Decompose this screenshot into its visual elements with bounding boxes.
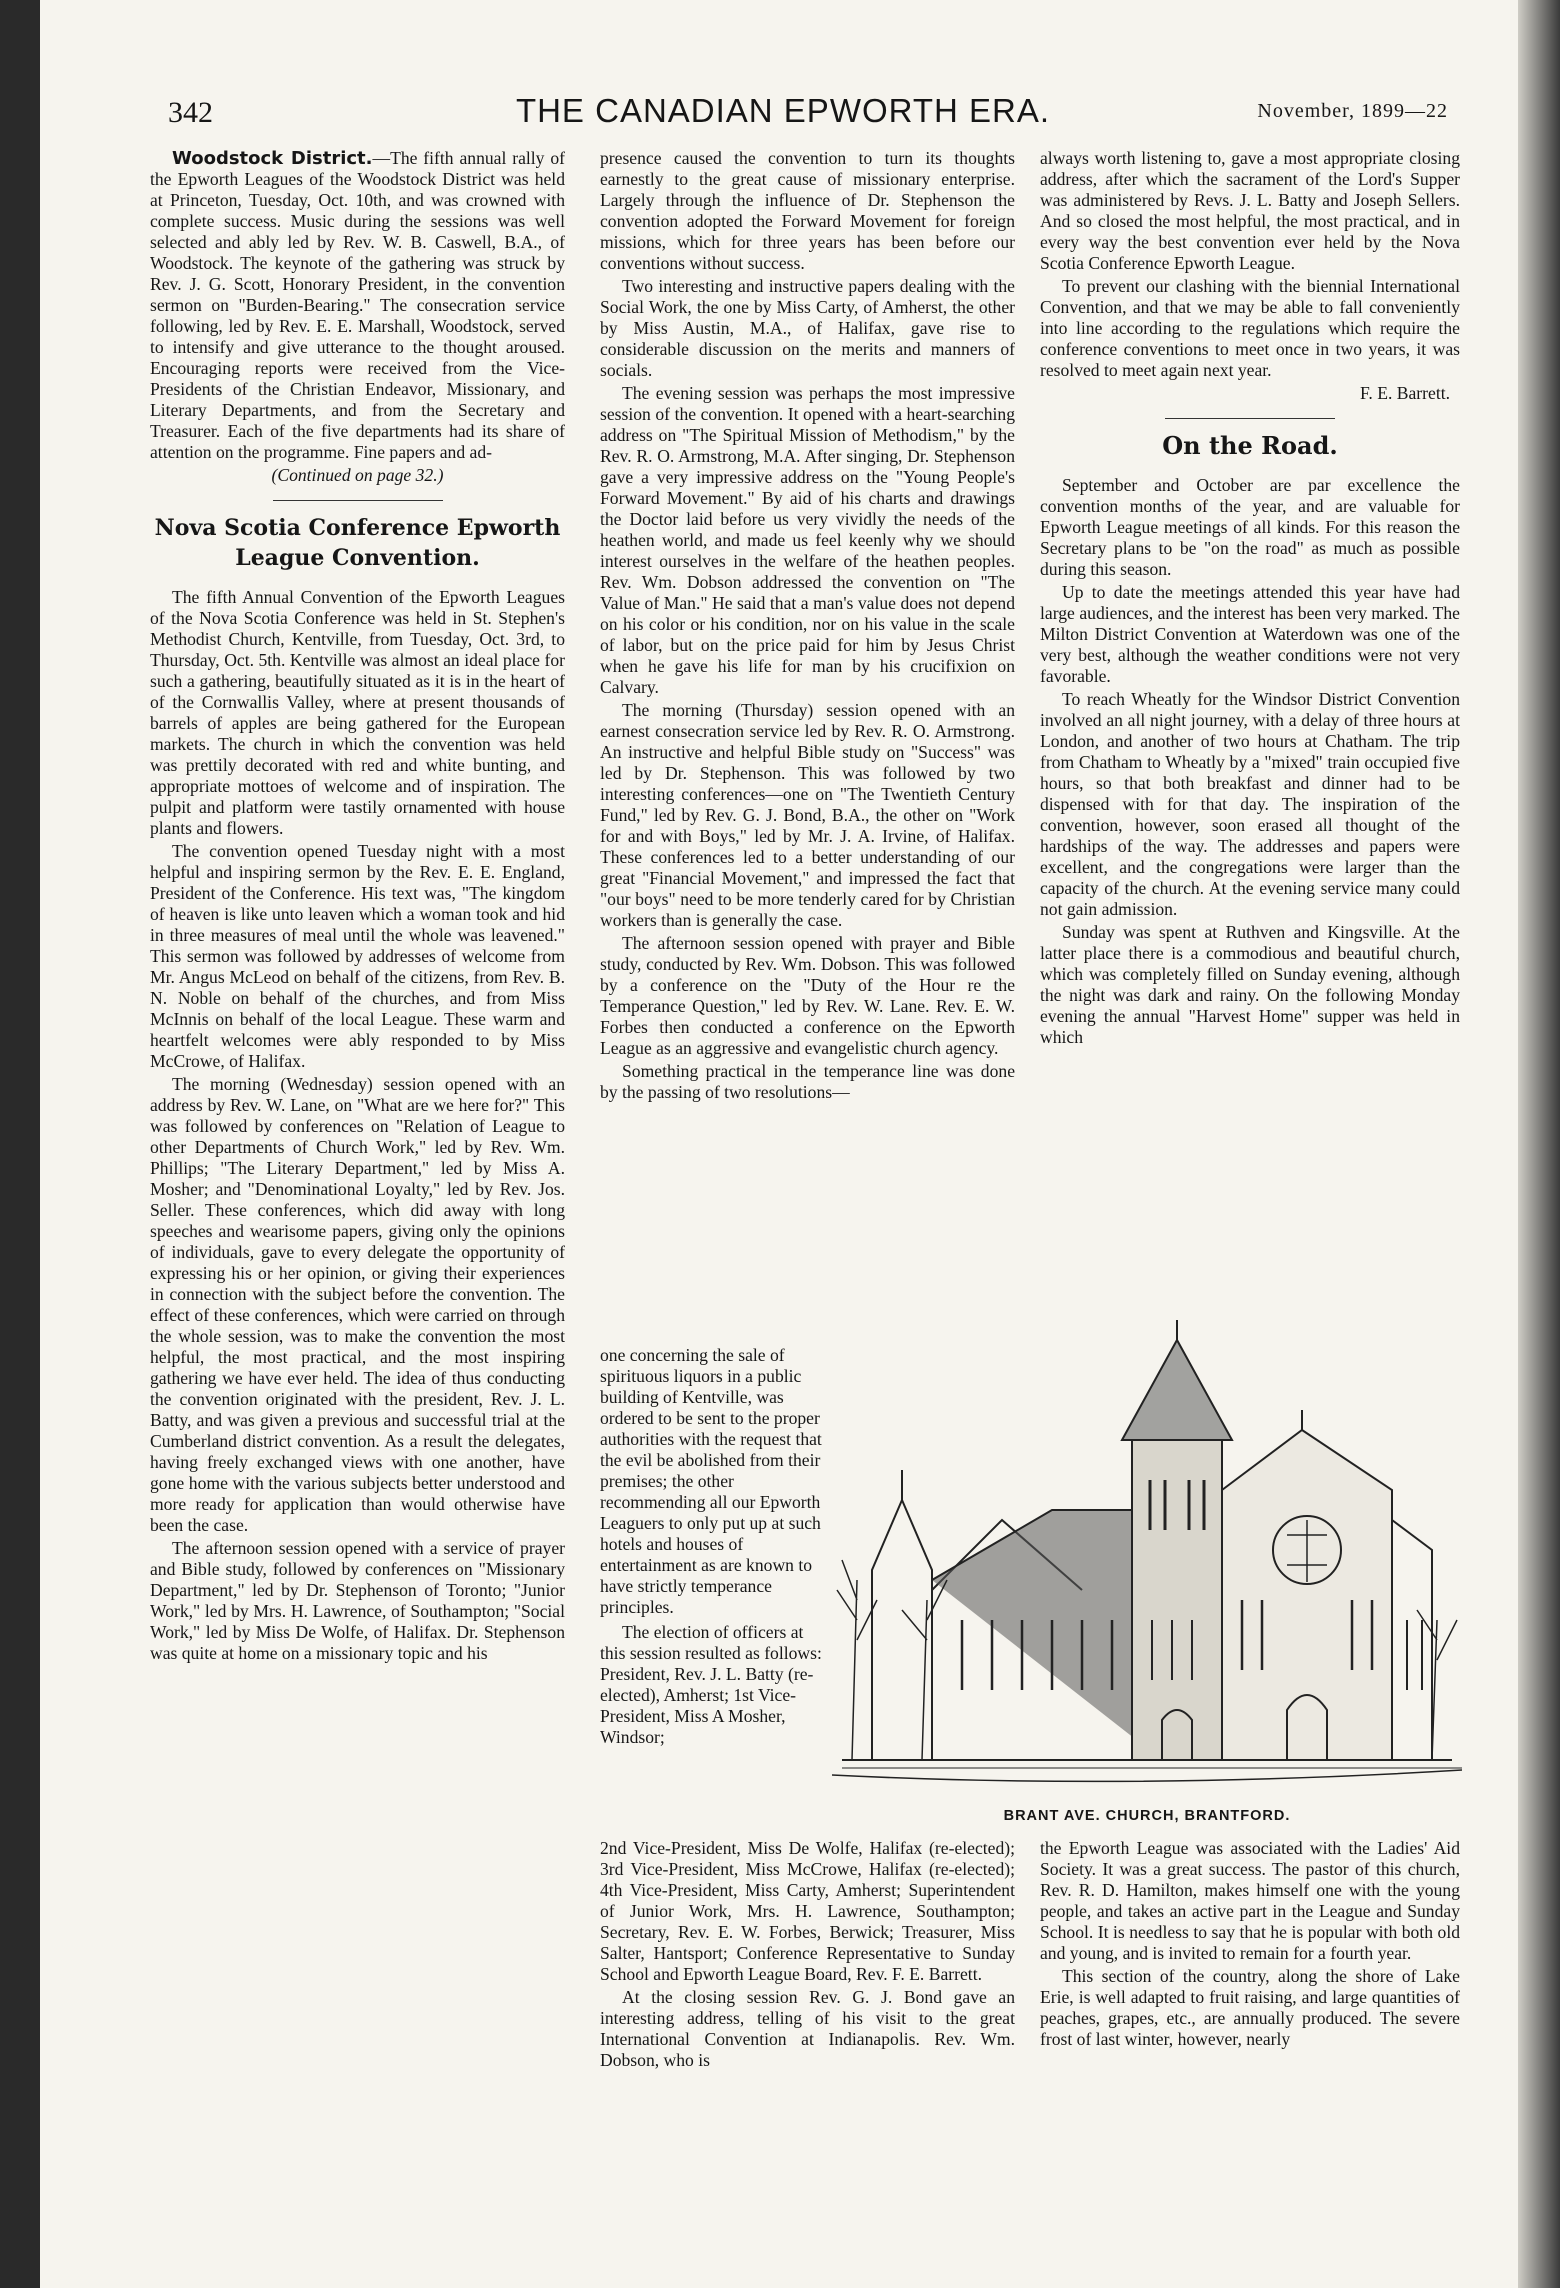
woodstock-text: —The fifth annual rally of the Epworth Leagues of the Woodstock District was held at Princeton, Tuesday, Oct. 10th, and was crowned with complete success. Music during the sessions was well selected and ably led by Rev. W. B. Caswell, B.A., of Woodstock. The keynote of the gathering was struck by Rev. J. G. Scott, Honorary President, in the convention sermon on "Burden-Bearing." The consecration service following, led by Rev. E. E. Marshall, Woodstock, served to intensify and give utterance to the thought aroused. Encouraging reports were received from the Vice-Presidents of the Christian Endeavor, Missionary, and Literary Departments, and from the Secretary and Treasurer. Each of the five departments had its share of attention on the programme. Fine papers and ad- — [150, 148, 565, 462]
church-illustration — [832, 1320, 1462, 1785]
paragraph: the Epworth League was associated with the Ladies' Aid Society. It was a great success. The pastor of this church, Rev. R. D. Hamilton, makes himself one with the young people, and takes an active part in the League and Sunday School. It is needless to say that he is popular with both old and young, and is invited to remain for a fourth year. — [1040, 1838, 1460, 1963]
column-2-bottom — [600, 1838, 1015, 2073]
paragraph: This section of the country, along the shore of Lake Erie, is well adapted to fruit raising, and large quantities of peaches, grapes, etc., are annually produced. The severe frost of last winter, however, nearly — [1040, 1966, 1460, 2049]
paragraph: September and October are par excellence the convention months of the year, and are valuable for Epworth League meetings of all kinds. For this reason the Secretary plans to be "on the road" as much as possible during this season. — [1040, 475, 1460, 579]
illustration-caption: BRANT AVE. CHURCH, BRANTFORD. — [1003, 1808, 1291, 1824]
issue-date: November, 1899—22 — [1257, 100, 1448, 122]
page-number: 342 — [168, 96, 213, 129]
paragraph: always worth listening to, gave a most appropriate closing address, after which the sacrament of the Lord's Supper was administered by Revs. J. L. Batty and Joseph Sellers. And so closed the most helpful, the most practical, and in every way the best convention ever held by the Nova Scotia Conference Epworth League. — [1040, 148, 1460, 273]
on-the-road-heading: On the Road. — [1162, 431, 1338, 460]
paragraph: To prevent our clashing with the biennial International Convention, and that we may be able to fall conveniently into line according to the regulations which require the conference conventions to meet once in two years, it was resolved to meet again next year. — [1040, 276, 1460, 380]
paragraph: Sunday was spent at Ruthven and Kingsville. At the latter place there is a commodious and beautiful church, which was completely filled on Sunday evening, although the night was dark and rainy. On the following Monday evening the annual "Harvest Home" supper was held in which — [1040, 922, 1460, 1047]
paragraph: The fifth Annual Convention of the Epworth Leagues of the Nova Scotia Conference was held in St. Stephen's Methodist Church, Kentville, from Tuesday, Oct. 3rd, to Thursday, Oct. 5th. Kentville was almost an ideal place for such a gathering, beautifully situated as it is in the heart of of the Cornwallis Valley, where at present thousands of barrels of apples are being gathered for the European markets. The church in which the convention was held was prettily decorated with red and white bunting, and appropriate mottoes of welcome and of inspiration. The pulpit and platform were tastily ornamented with house plants and flowers. — [150, 587, 565, 838]
paragraph: Up to date the meetings attended this year have had large audiences, and the interest has been very marked. The Milton District Convention at Waterdown was one of the very best, although the weather conditions were not very favorable. — [1040, 582, 1460, 686]
paragraph: The election of officers at this session resulted as follows: President, Rev. J. L. Batty (re-elected), Amherst; 1st Vice-President, Miss A Mosher, Windsor; — [600, 1622, 822, 1747]
page-edge — [1518, 0, 1560, 2288]
nova-scotia-heading: Nova Scotia Conference Epworth League Convention. — [154, 515, 561, 571]
column-3 — [1040, 148, 1460, 1050]
paragraph: Something practical in the temperance line was done by the passing of two resolutions— — [600, 1061, 1015, 1102]
paragraph: 2nd Vice-President, Miss De Wolfe, Halifax (re-elected); 3rd Vice-President, Miss McCrowe, Halifax (re-elected); 4th Vice-President, Miss Carty, Amherst; Superintendent of Junior Work, Mrs. H. Lawrence, Southampton; Secretary, Rev. E. W. Forbes, Berwick; Treasurer, Miss Salter, Hantsport; Conference Representative to Sunday School and Epworth League Board, Rev. F. E. Barrett. — [600, 1838, 1015, 1984]
column-2 — [600, 148, 1015, 1105]
signature: F. E. Barrett. — [1360, 383, 1450, 403]
column-3-bottom — [1040, 1838, 1460, 2052]
paragraph: The evening session was perhaps the most impressive session of the convention. It opened with a heart-searching address on "The Spiritual Mission of Methodism," by the Rev. R. O. Armstrong, M.A. After singing, Dr. Stephenson gave a very impressive address on the "Young People's Forward Movement." By aid of his charts and drawings the Doctor laid before us very vividly the needs of the heathen world, and made us feel keenly why we should interest ourselves in the welfare of the heathen peoples. Rev. Wm. Dobson addressed the convention on "The Value of Man." He said that a man's value does not depend on his color or his condition, nor on his value in the scale of labor, but on the price paid for him by Jesus Christ when he gave his life for man by his crucifixion on Calvary. — [600, 383, 1015, 697]
paragraph: one concerning the sale of spirituous liquors in a public building of Kentville, was ordered to be sent to the proper authorities with the request that the evil be abolished from their premises; the other recommending all our Epworth Leaguers to only put up at such hotels and houses of entertainment as are known to have strictly temperance principles. — [600, 1345, 822, 1617]
paragraph: To reach Wheatly for the Windsor District Convention involved an all night journey, with a delay of three hours at London, and another of two hours at Chatham. The trip from Chatham to Wheatly by a "mixed" train occupied five hours, so that both breakfast and dinner had to be dispensed with for that day. The inspiration of the convention, however, soon erased all thought of the hardships of the way. The addresses and papers were excellent, and the congregations were larger than the capacity of the church. At the evening service many could not gain admission. — [1040, 689, 1460, 919]
woodstock-heading: Woodstock District. — [172, 148, 373, 169]
paragraph: At the closing session Rev. G. J. Bond gave an interesting address, telling of his visit to the great International Convention at Indianapolis. Rev. Wm. Dobson, who is — [600, 1987, 1015, 2070]
woodstock-article — [150, 148, 565, 463]
paragraph: presence caused the convention to turn its thoughts earnestly to the great cause of missionary enterprise. Largely through the influence of Dr. Stephenson the convention adopted the Forward Movement for foreign missions, which for three years has been before our conventions without success. — [600, 148, 1015, 273]
paragraph: The convention opened Tuesday night with a most helpful and inspiring sermon by the Rev. E. E. England, President of the Conference. His text was, "The kingdom of heaven is like unto leaven which a woman took and hid in three measures of meal until the whole was leavened." This sermon was followed by addresses of welcome from Mr. Angus McLeod on behalf of the citizens, from Rev. B. N. Noble on behalf of the churches, and from Miss McInnis on behalf of the local League. These warm and heartfelt welcomes were ably responded to by Miss McCrowe, of Halifax. — [150, 841, 565, 1071]
continued-note: (Continued on page 32.) — [271, 465, 444, 485]
page-header — [118, 92, 1448, 142]
publication-title: THE CANADIAN EPWORTH ERA. — [515, 92, 1051, 129]
paragraph: The afternoon session opened with prayer and Bible study, conducted by Rev. Wm. Dobson. This was followed by a conference on the "Duty of the Hour re the Temperance Question," led by Rev. W. Lane. Rev. E. W. Forbes then conducted a conference on the Epworth League as an aggressive and evangelistic church agency. — [600, 933, 1015, 1058]
paragraph: The morning (Wednesday) session opened with an address by Rev. W. Lane, on "What are we here for?" This was followed by conferences on "Relation of League to other Departments of Church Work," led by Rev. Wm. Phillips; "The Literary Department," led by Miss A. Mosher; and "Denominational Loyalty," led by Rev. Jos. Seller. These conferences, which did away with long speeches and wearisome papers, giving only the opinions of individuals, gave to every delegate the opportunity of expressing his or her opinion, or giving their experiences in connection with the subject before the convention. The effect of these conferences, which were carried on through the whole session, was to make the convention the most helpful, the most practical, and the most inspiring gathering we have ever held. The idea of thus conducting the convention originated with the president, Rev. J. L. Batty, and was given a previous and successful trial at the Cumberland district convention. As a result the delegates, having freely exchanged views with one another, have gone home with the various subjects better understood and more ready for application than would otherwise have been the case. — [150, 1074, 565, 1535]
divider — [273, 500, 443, 501]
paragraph: The afternoon session opened with a service of prayer and Bible study, followed by conferences on "Missionary Department," led by Dr. Stephenson of Toronto; "Junior Work," led by Mrs. H. Lawrence, of Southampton; "Social Work," led by Miss De Wolfe, of Halifax. Dr. Stephenson was quite at home on a missionary topic and his — [150, 1538, 565, 1663]
paragraph: The morning (Thursday) session opened with an earnest consecration service led by Rev. R. O. Armstrong. An instructive and helpful Bible study on "Success" was led by Dr. Stephenson. This was followed by two interesting conferences—one on "The Twentieth Century Fund," led by Rev. G. J. Bond, B.A., the other on "Work for and with Boys," led by Mr. J. A. Irvine, of Halifax. These conferences led to a better understanding of our great "Financial Movement," and impressed the fact that "our boys" need to be more tenderly cared for by Christian workers than is generally the case. — [600, 700, 1015, 930]
wrapped-text — [600, 1345, 832, 1748]
paragraph: Two interesting and instructive papers dealing with the Social Work, the one by Miss Carty, of Amherst, the other by Miss Austin, M.A., of Halifax, gave rise to considerable discussion on the merits and manners of socials. — [600, 276, 1015, 380]
column-1 — [150, 148, 565, 1666]
divider — [1165, 418, 1335, 419]
